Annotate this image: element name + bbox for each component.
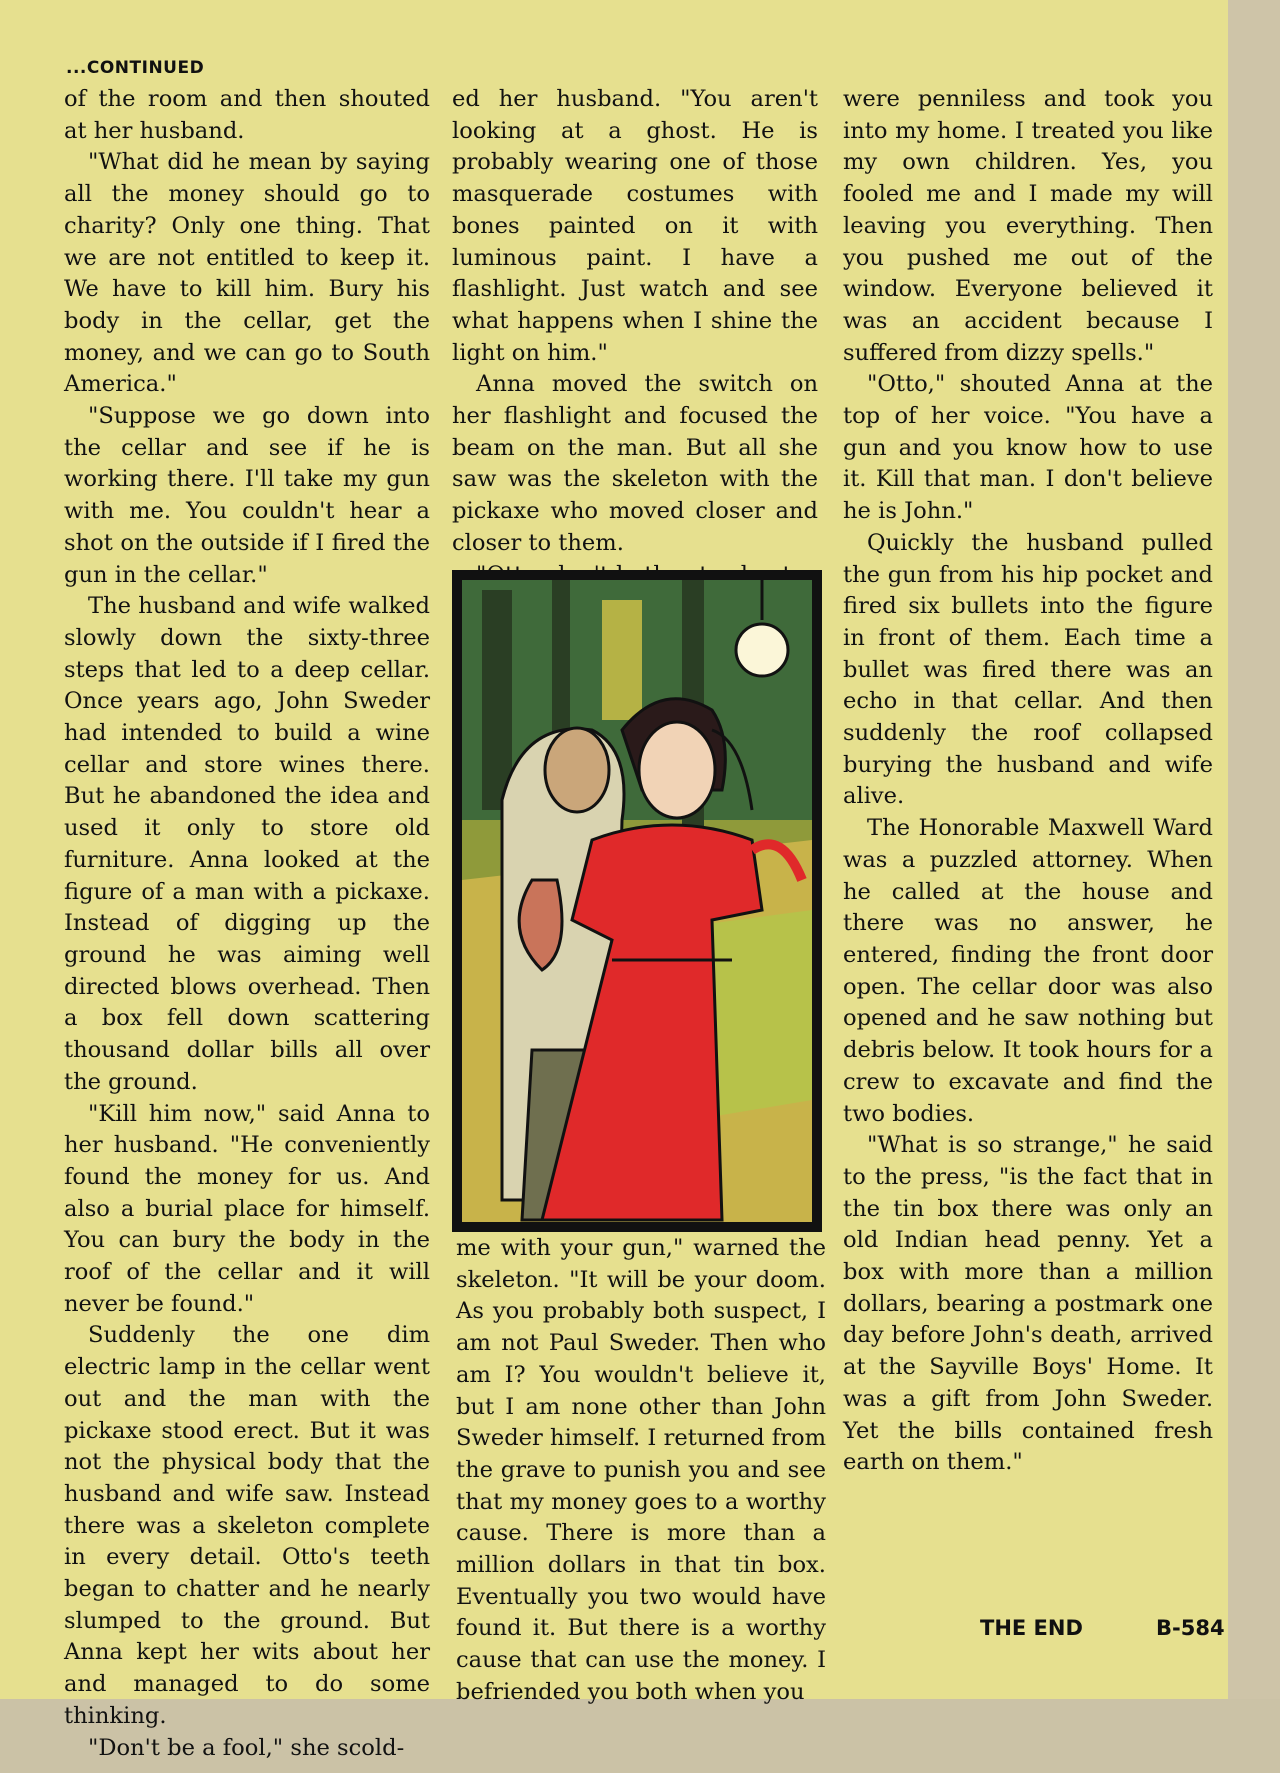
text-column-2-bottom	[456, 1233, 826, 1709]
text-column-1	[64, 84, 430, 1764]
paragraph: "What did he mean by saying all the money should go to charity? Only one thing. That we are not entitled to keep it. We have to kill him. Bury his body in the cellar, get the money, and we can go to South America."	[64, 149, 430, 398]
page-edge-right	[1228, 0, 1280, 1773]
paragraph: Quickly the husband pulled the gun from his hip pocket and fired six bullets into the figure in front of them. Each time a bullet was fired there was an echo in that cellar. And then suddenly the roof collapsed burying the husband and wife alive.	[843, 529, 1213, 810]
text-column-2-top	[452, 84, 818, 591]
paragraph: "Kill him now," said Anna to her husband. "He conveniently found the money for us. And also a burial place for himself. You can bury the body in the roof of the cellar and it will never be found."	[64, 1100, 430, 1317]
paragraph: "Otto," shouted Anna at the top of her voice. "You have a gun and you know how to use it. Kill that man. I don't believe he is John."	[843, 371, 1213, 525]
paragraph: were penniless and took you into my home. I treated you like my own children. Yes, you fooled me and I made my will leaving you everything. Then you pushed me out of the window. Everyone believed it was an accident because I suffered from dizzy spells."	[843, 86, 1213, 366]
the-end-label: THE END	[980, 1616, 1083, 1640]
paragraph: of the room and then shouted at her husband.	[64, 86, 430, 144]
illustration-panel	[452, 570, 822, 1232]
story-code: B-584	[1156, 1616, 1225, 1640]
paragraph: "Don't be a fool," she scold-	[88, 1734, 405, 1761]
paragraph: The Honorable Maxwell Ward was a puzzled attorney. When he called at the house and there was no answer, he entered, finding the front door open. The cellar door was also opened and he saw nothing but debris below. It took hours for a crew to excavate and find the two bodies.	[843, 815, 1213, 1127]
paragraph: Anna moved the switch on her flashlight and focused the beam on the man. But all she saw was the skeleton with the pickaxe who moved closer and closer to them.	[452, 371, 818, 556]
cellar-illustration	[462, 580, 812, 1222]
paragraph: me with your gun," warned the skeleton. "It will be your doom. As you probably both suspect, I am not Paul Sweder. Then who am I? You wouldn't believe it, but I am none other than John Sweder himself. I returned from the grave to punish you and see that my money goes to a worthy cause. There is more than a million dollars in that tin box. Eventually you two would have found it. But there is a worthy cause that can use the money. I befriended you both when you	[456, 1235, 826, 1705]
paragraph: Suddenly the one dim electric lamp in the cellar went out and the man with the pickaxe stood erect. But it was not the physical body that the husband and wife saw. Instead there was a skeleton complete in every detail. Otto's teeth began to chatter and he nearly slumped to the ground. But Anna kept her wits about her and managed to do some thinking.	[64, 1322, 430, 1729]
paragraph: "Suppose we go down into the cellar and see if he is working there. I'll take my gun with me. You couldn't hear a shot on the outside if I fired the gun in the cellar."	[64, 403, 430, 588]
text-column-3	[843, 84, 1213, 1479]
paragraph: "What is so strange," he said to the press, "is the fact that in the tin box there was only an old Indian head penny. Yet a box with more than a million dollars, bearing a postmark one day before John's death, arrived at the Sayville Boys' Home. It was a gift from John Sweder. Yet the bills contained fresh earth on them."	[843, 1132, 1213, 1476]
continued-label: ...CONTINUED	[66, 58, 205, 78]
paragraph: ed her husband. "You aren't looking at a ghost. He is probably wearing one of those masquerade costumes with bones painted on it with luminous paint. I have a flashlight. Just watch and see what happens when I shine the light on him."	[452, 86, 818, 366]
paragraph: The husband and wife walked slowly down the sixty-three steps that led to a deep cellar. Once years ago, John Sweder had intended to build a wine cellar and store wines there. But he abandoned the idea and used it only to store old furniture. Anna looked at the figure of a man with a pickaxe. Instead of digging up the ground he was aiming well directed blows overhead. Then a box fell down scattering thousand dollar bills all over the ground.	[64, 593, 430, 1095]
